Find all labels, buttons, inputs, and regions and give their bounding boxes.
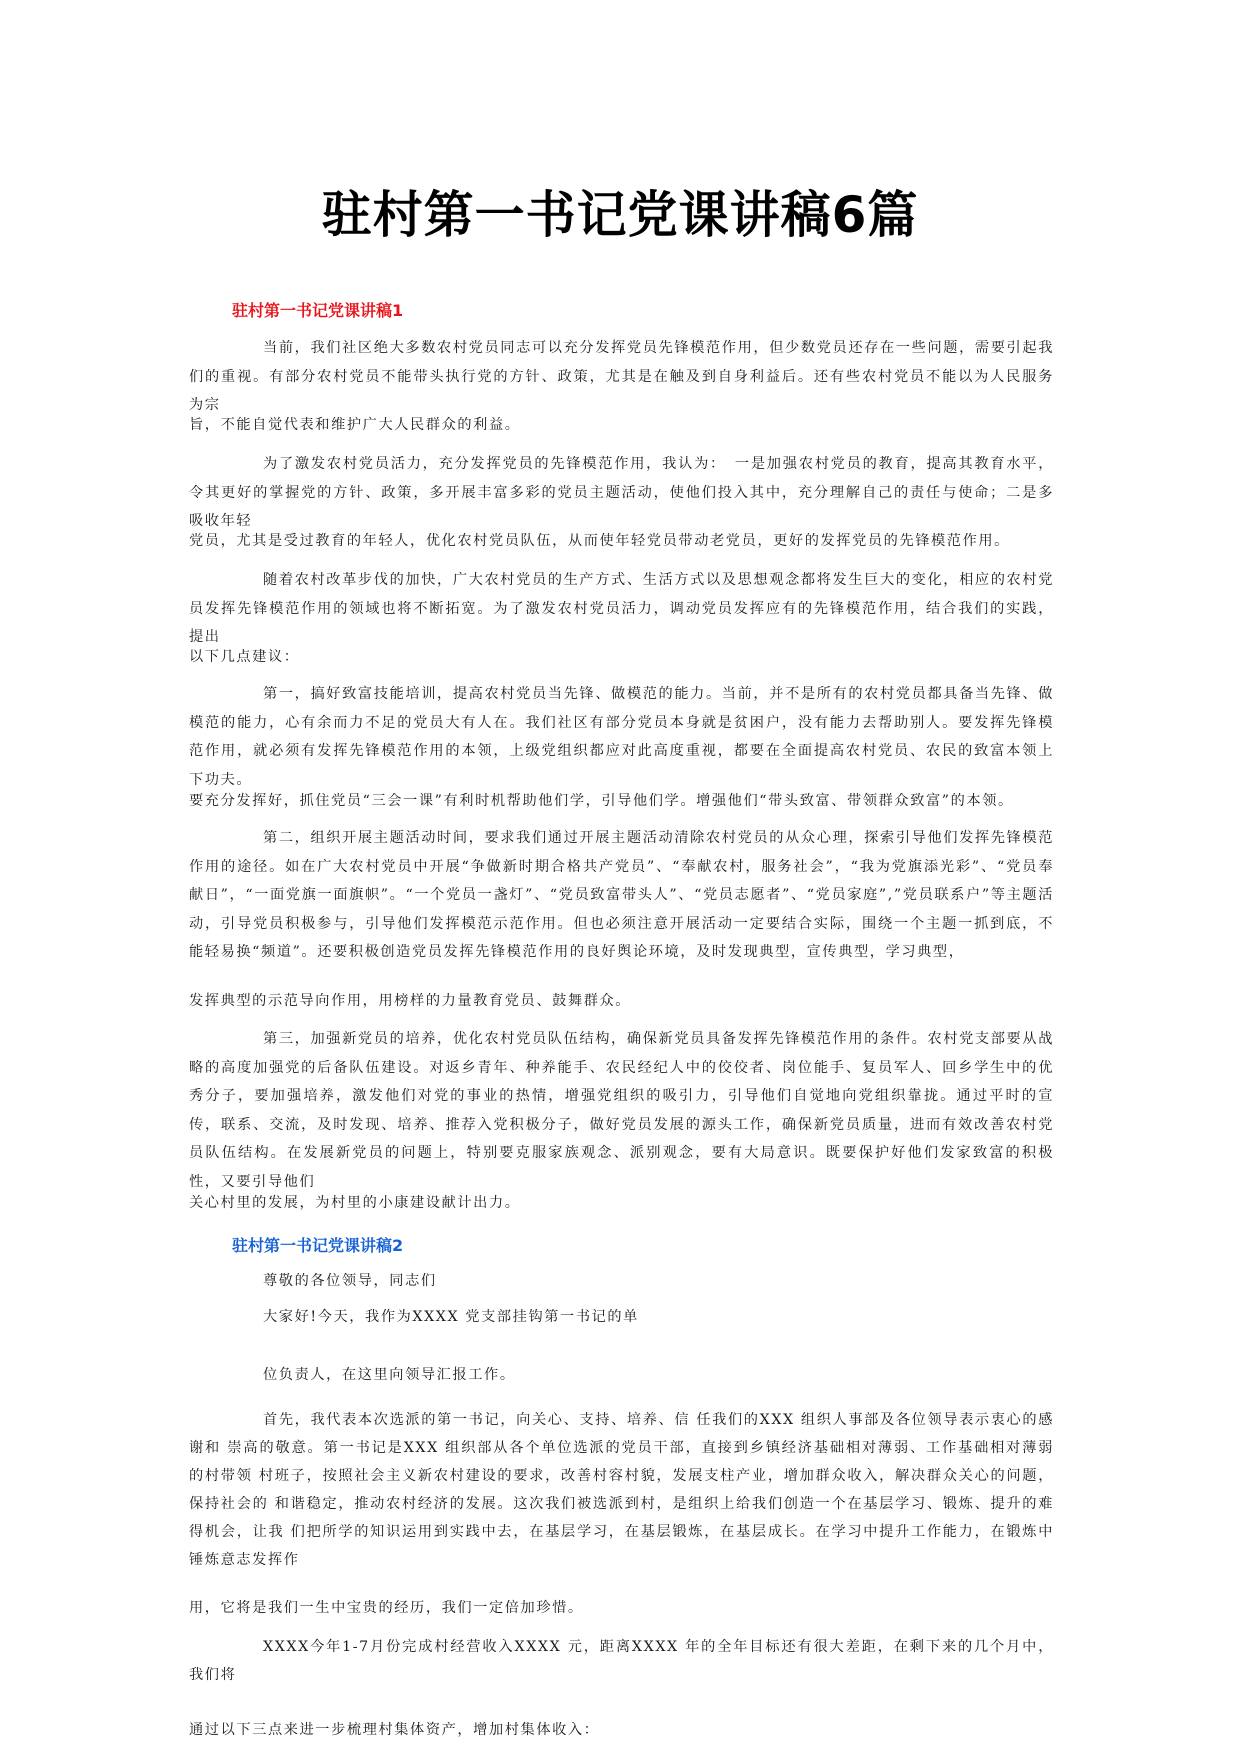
greeting-line: 尊敬的各位领导，同志们 bbox=[263, 1273, 437, 1289]
paragraph-end-line: 以下几点建议： bbox=[189, 649, 300, 665]
paragraph: 随着农村改革步伐的加快，广大农村党员的生产方式、生活方式以及思想观念都将发生巨大的变化，相应的农村党员发挥先锋模范作用的领域也将不断拓宽。为了激发农村党员活力，调动党员发挥应有的先锋模范作用，结合我们的实践，提出 bbox=[189, 572, 1054, 645]
paragraph: 当前，我们社区绝大多数农村党员同志可以充分发挥党员先锋模范作用，但少数党员还存在一些问题，需要引起我们的重视。有部分农村党员不能带头执行党的方针、政策，尤其是在触及到自身利益后。还有些农村党员不能以为人民服务为宗 bbox=[189, 340, 1054, 413]
paragraph-end-line: 通过以下三点来进一步梳理村集体资产，增加村集体收入： bbox=[189, 1722, 600, 1738]
paragraph: 第三，加强新党员的培养，优化农村党员队伍结构，确保新党员具备发挥先锋模范作用的条件。农村党支部要从战略的高度加强党的后备队伍建设。对返乡青年、种养能手、农民经纪人中的佼佼者、岗位能手、复员军人、回乡学生中的优秀分子，要加强培养，激发他们对党的事业的热情，增强党组织的吸引力，引导他们自觉地向党组织靠拢。通过平时的宣传，联系、交流，及时发现、培养、推荐入党积极分子，做好党员发展的源头工作，确保新党员质量，进而有效改善农村党员队伍结构。在发展新党员的问题上，特别要克服家族观念、派别观念，要有大局意识。既要保护好他们发家致富的积极性，又要引导他们 bbox=[189, 1031, 1054, 1190]
paragraph-end-line: 发挥典型的示范导向作用，用榜样的力量教育党员、鼓舞群众。 bbox=[189, 993, 632, 1009]
section-heading-1: 驻村第一书记党课讲稿1 bbox=[232, 301, 404, 320]
paragraph-end-line: 用，它将是我们一生中宝贵的经历，我们一定倍加珍惜。 bbox=[189, 1600, 584, 1616]
paragraph-end-line: 关心村里的发展，为村里的小康建设献计出力。 bbox=[189, 1195, 521, 1211]
text-line: 位负责人，在这里向领导汇报工作。 bbox=[263, 1367, 516, 1383]
paragraph: 首先，我代表本次选派的第一书记，向关心、支持、培养、信 任我们的XXX 组织人事部及各位领导表示衷心的感谢和 崇高的敬意。第一书记是XXX 组织部从各个单位选派的党员干部，直接到乡镇经济基础相对薄弱、工作基础相对薄弱的村带领 村班子，按照社会主义新农村建设的要求，改善村容村貌，发展支柱产业，增加群众收入，解决群众关心的问题，保持社会的 和谐稳定，推动农村经济的发展。这次我们被选派到村，是组织上给我们创造一个在基层学习、锻炼、提升的难得机会，让我 们把所学的知识运用到实践中去，在基层学习，在基层锻炼，在基层成长。在学习中提升工作能力，在锻炼中锤炼意志发挥作 bbox=[189, 1412, 1054, 1568]
paragraph: 第一，搞好致富技能培训，提高农村党员当先锋、做模范的能力。当前，并不是所有的农村党员都具备当先锋、做模范的能力，心有余而力不足的党员大有人在。我们社区有部分党员本身就是贫困户，没有能力去帮助别人。要发挥先锋模范作用，就必须有发挥先锋模范作用的本领，上级党组织都应对此高度重视，都要在全面提高农村党员、农民的致富本领上下功夫。 bbox=[189, 686, 1054, 788]
text-line: 大家好!今天，我作为XXXX 党支部挂钩第一书记的单 bbox=[263, 1309, 639, 1325]
paragraph: 为了激发农村党员活力，充分发挥党员的先锋模范作用，我认为： 一是加强农村党员的教育，提高其教育水平，令其更好的掌握党的方针、政策，多开展丰富多彩的党员主题活动，使他们投入其中，充分理解自己的责任与使命；二是多吸收年轻 bbox=[189, 456, 1054, 529]
section-heading-2: 驻村第一书记党课讲稿2 bbox=[232, 1236, 404, 1255]
paragraph-end-line: 旨，不能自觉代表和维护广大人民群众的利益。 bbox=[189, 417, 521, 433]
document-title: 驻村第一书记党课讲稿6篇 bbox=[321, 186, 919, 244]
paragraph: 第二，组织开展主题活动时间，要求我们通过开展主题活动清除农村党员的从众心理，探索引导他们发挥先锋模范作用的途径。如在广大农村党员中开展“争做新时期合格共产党员”、“奉献农村，服务社会”，“我为党旗添光彩”、“党员奉献日”，“一面党旗一面旗帜”。“一个党员一盏灯”、“党员致富带头人”、“党员志愿者”、“党员家庭”,”党员联系户”等主题活动，引导党员积极参与，引导他们发挥模范示范作用。但也必须注意开展活动一定要结合实际，围绕一个主题一抓到底，不能轻易换“频道”。还要积极创造党员发挥先锋模范作用的良好舆论环境，及时发现典型，宣传典型，学习典型， bbox=[189, 830, 1054, 960]
paragraph: XXXX今年1-7月份完成村经营收入XXXX 元，距离XXXX 年的全年目标还有很大差距，在剩下来的几个月中，我们将 bbox=[189, 1639, 1054, 1683]
paragraph-end-line: 党员，尤其是受过教育的年轻人，优化农村党员队伍，从而使年轻党员带动老党员，更好的发挥党员的先锋模范作用。 bbox=[189, 533, 1010, 549]
paragraph-end-line: 要充分发挥好，抓住党员“三会一课”有利时机帮助他们学，引导他们学。增强他们“带头致富、带领群众致富”的本领。 bbox=[189, 793, 1014, 809]
